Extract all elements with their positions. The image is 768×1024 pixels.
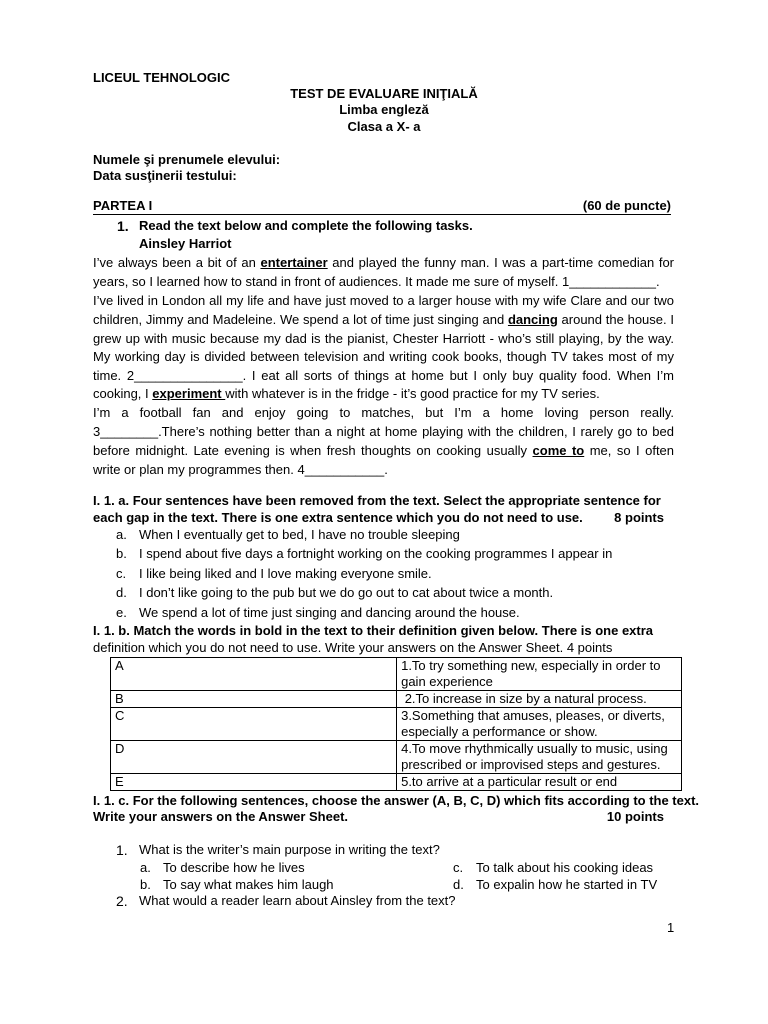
option-text: To describe how he lives [163,860,305,875]
task-c-points: 10 points [606,809,664,824]
class-title: Clasa a X- a [347,119,421,134]
task-b-instruction-2: definition which you do not need to use. Write your answers on the Answer Sheet. 4 points [93,640,613,655]
option-text: I spend about five days a fortnight working on the cooking programmes I appear in [139,546,613,561]
question-text: What is the writer’s main purpose in writing the text? [139,842,440,857]
table-cell-definition: 1.To try something new, especially in order to gain experience [397,658,682,691]
table-cell-letter: E [111,774,397,791]
bold-word-entertainer: entertainer [260,255,328,270]
option-letter: b. [116,546,127,561]
option-letter: b. [140,877,151,892]
page-number: 1 [667,920,675,935]
option-text: To expalin how he started in TV [476,877,658,892]
passage-line: 3________.There’s nothing better than a night at home playing with the children, I rarely go to bed [93,424,674,439]
table-row [111,741,682,774]
bold-word-experiment: experiment [152,386,226,401]
table-cell-letter: D [111,741,397,774]
option-text: To talk about his cooking ideas [476,860,654,875]
task-c-instruction: I. 1. c. For the following sentences, choose the answer (A, B, C, D) which fits according to the text. [93,793,700,808]
option-letter: d. [453,877,464,892]
passage-line: I’ve always been a bit of an entertainer and played the funny man. I was a part-time comedian for [93,255,674,270]
school-name: LICEUL TEHNOLOGIC [93,70,230,85]
table-row [111,658,682,691]
passage-line: cooking, I experiment with whatever is in the fridge - it’s good practice for my TV series. [93,386,600,401]
matching-table [110,657,682,791]
passage-line: write or plan my programmes then. 4___________. [93,462,388,477]
option-letter: d. [116,585,127,600]
table-cell-letter: A [111,658,397,691]
passage-line: grew up with music because my dad is the pianist, Chester Harriott - who’s still playing, by the way. [93,331,674,346]
passage-line: My working day is divided between television and writing cook books, though TV takes most of my [93,349,674,364]
option-letter: c. [116,566,127,581]
task-a-points: 8 points [614,510,664,525]
passage-line: I’ve lived in London all my life and have just moved to a larger house with my wife Clare and our two [93,293,674,308]
bold-word-dancing: dancing [507,312,558,327]
table-row [111,708,682,741]
option-text: I don’t like going to the pub but we do go out to cat about twice a month. [139,585,554,600]
option-letter: c. [453,860,464,875]
test-title: TEST DE EVALUARE INIŢIALĂ [290,86,478,101]
task-c-instruction-2: Write your answers on the Answer Sheet. 10 points [93,809,664,824]
table-row [111,774,682,791]
passage-line: time. 2_______________. I eat all sorts of things at home but I only buy quality food. When I’m [93,368,674,383]
student-name-label: Numele şi prenumele elevului: [93,152,281,167]
option-text: We spend a lot of time just singing and dancing around the house. [139,605,520,620]
part-heading [93,198,671,215]
option-letter: a. [116,527,127,542]
table-cell-letter: C [111,708,397,741]
task-instruction: Read the text below and complete the following tasks. [139,218,473,233]
task-a-instruction-2: each gap in the text. There is one extra sentence which you do not need to use. 8 points [93,510,664,525]
text-title: Ainsley Harriot [139,236,232,251]
option-text: When I eventually get to bed, I have no trouble sleeping [139,527,460,542]
option-text: To say what makes him laugh [163,877,334,892]
question-number: 1. [116,842,128,858]
task-number: 1. [117,218,129,234]
subject-title: Limba engleză [339,102,429,117]
table-cell-definition: 3.Something that amuses, pleases, or diverts, especially a performance or show. [397,708,682,741]
table-cell-definition: 2.To increase in size by a natural process. [397,691,682,708]
table-cell-letter: B [111,691,397,708]
option-letter: e. [116,605,127,620]
test-date-label: Data susţinerii testului: [93,168,237,183]
passage-line: children, Jimmy and Madeleine. We spend a lot of time just singing and dancing around the house. I [93,312,674,327]
passage-line: before midnight. Late evening is when fresh thoughts on cooking usually come to me, so I often [93,443,674,458]
question-number: 2. [116,893,128,909]
bold-word-come-to: come to [532,443,585,458]
passage-line: years, so I learned how to stand in front of audiences. It made me sure of myself. 1____________. [93,274,660,289]
table-cell-definition: 4.To move rhythmically usually to music, using prescribed or improvised steps and gestures. [397,741,682,774]
question-text: What would a reader learn about Ainsley from the text? [139,893,456,908]
table-row [111,691,682,708]
part-title: PARTEA I [93,198,153,213]
task-b-instruction: I. 1. b. Match the words in bold in the text to their definition given below. There is one extra [93,623,654,638]
option-letter: a. [140,860,151,875]
passage-line: I’m a football fan and enjoy going to matches, but I’m a home loving person really. [93,405,674,420]
option-text: I like being liked and I love making everyone smile. [139,566,432,581]
table-cell-definition: 5.to arrive at a particular result or end [397,774,682,791]
part-points: (60 de puncte) [582,198,671,213]
task-a-instruction: I. 1. a. Four sentences have been removed from the text. Select the appropriate sentence for [93,493,661,508]
